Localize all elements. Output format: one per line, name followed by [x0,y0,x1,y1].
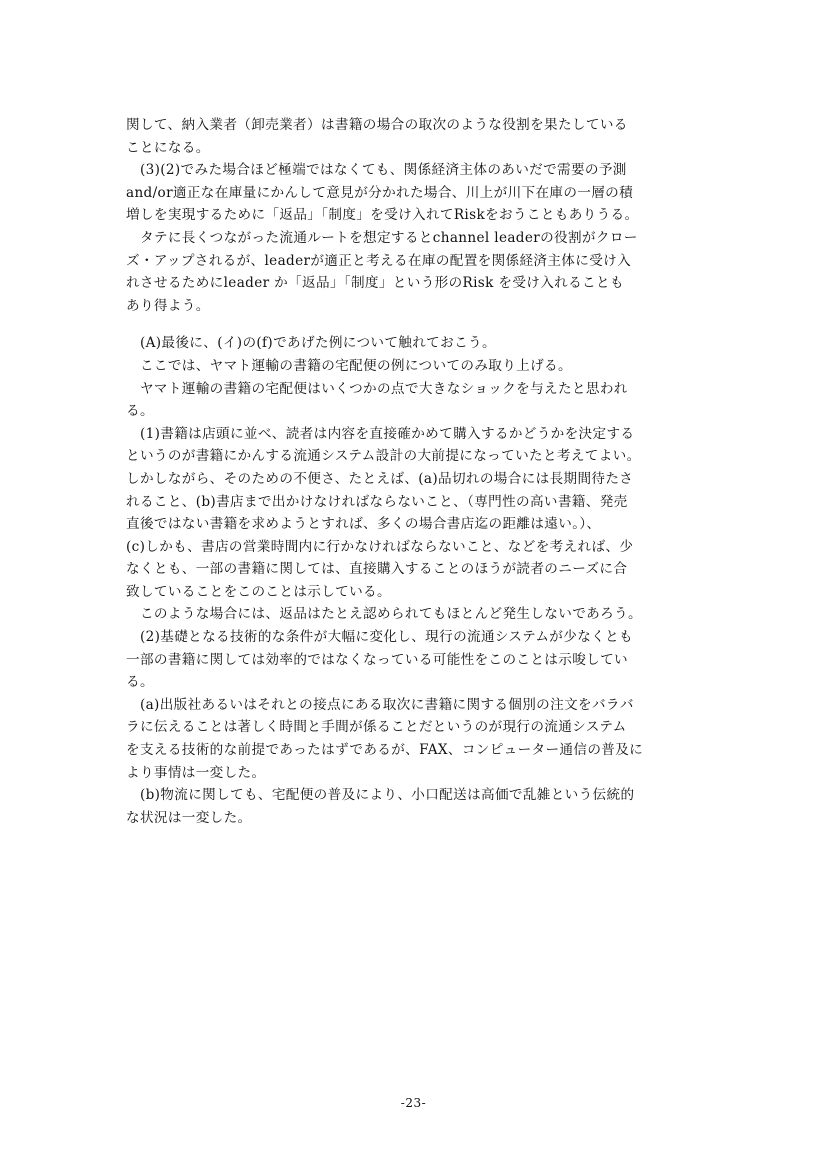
paragraph-gap [126,317,726,332]
text-line: あり得よう。 [126,297,210,314]
text-line: る。 [126,403,154,420]
text-line: 増しを実現するために「返品」「制度」を受け入れてRiskをおうこともありうる。 [126,207,639,224]
text-line: このような場合には、返品はたとえ認められてもほとんど発生しないであろう。 [126,606,642,623]
text-line: 直後ではない書籍を求めようとすれば、多くの場合書店迄の距離は遠い。）、 [126,516,601,533]
text-line: (1)書籍は店頭に並べ、読者は内容を直接確かめて購入するかどうかを決定する [126,425,635,442]
text-line: and/or適正な在庫量にかんして意見が分かれた場合、川上が川下在庫の一層の積 [126,184,634,201]
text-line: な状況は一変した。 [126,809,252,826]
text-line: (a)出版社あるいはそれとの接点にある取次に書籍に関する個別の注文をバラバ [126,696,634,713]
text-line: しかしながら、そのための不便さ、たとえば、(a)品切れの場合には長期間待たさ [126,470,634,487]
text-line: (b)物流に関しても、宅配便の普及により、小口配送は高価で乱雑という伝統的 [126,787,635,804]
text-line: を支える技術的な前提であったはずであるが、FAX、コンピューター通信の普及に [126,742,644,759]
text-line: れさせるためにleader か「返品」「制度」という形のRisk を受け入れることも [126,275,624,292]
text-line: というのが書籍にかんする流通システム設計の大前提になっていたと考えてよい。 [126,448,641,465]
paragraph-block-1 [126,114,726,317]
text-line: (2)基礎となる技術的な条件が大幅に変化し、現行の流通システムが少なくとも [126,629,633,646]
text-line: タテに長くつながった流通ルートを想定するとchannel leaderの役割がクロー [126,229,638,246]
text-line: 致していることをこのことは示している。 [126,583,391,600]
text-line: れること、(b)書店まで出かけなければならないこと、（専門性の高い書籍、発売 [126,493,628,510]
text-line: ことになる。 [126,139,210,156]
paragraph-block-2 [126,332,726,829]
text-line: ラに伝えることは著しく時間と手間が係ることだというのが現行の流通システム [126,719,627,736]
text-line: る。 [126,674,154,691]
text-line: (A)最後に、(イ)の(f)であげた例について触れておこう。 [126,335,496,352]
text-line: ここでは、ヤマト運輸の書籍の宅配便の例についてのみ取り上げる。 [126,357,572,374]
text-line: ヤマト運輸の書籍の宅配便はいくつかの点で大きなショックを与えたと思われ [126,380,628,397]
text-line: 一部の書籍に関しては効率的ではなくなっている可能性をこのことは示唆してい [126,651,628,668]
body-text [126,114,726,829]
text-line: (c)しかも、書店の営業時間内に行かなければならないこと、などを考えれば、少 [126,538,634,555]
text-line: ズ・アップされるが、leaderが適正と考える在庫の配置を関係経済主体に受け入 [126,252,632,269]
text-line: 関して、納入業者（卸売業者）は書籍の場合の取次のような役割を果たしている [126,117,628,133]
text-line: なくとも、一部の書籍に関しては、直接購入することのほうが読者のニーズに合 [126,561,628,578]
page-number: -23- [400,1096,427,1110]
text-line: より事情は一変した。 [126,764,266,781]
text-line: (3)(2)でみた場合ほど極端ではなくても、関係経済主体のあいだで需要の予測 [126,162,627,179]
